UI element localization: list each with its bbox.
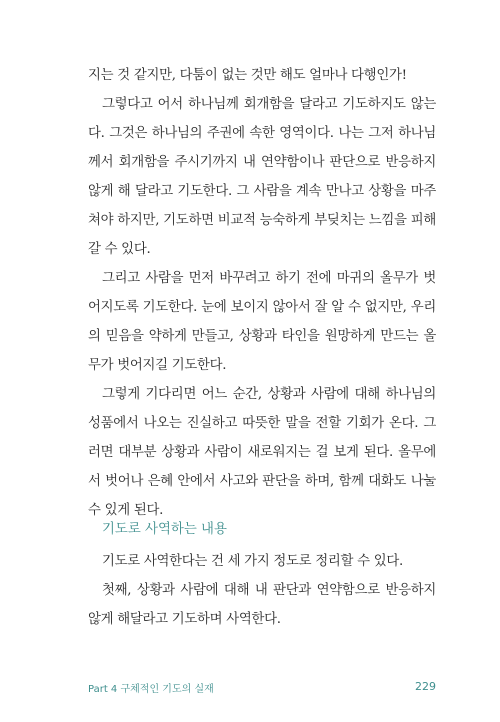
paragraph: 그리고 사람을 먼저 바꾸려고 하기 전에 마귀의 올무가 벗어지도록 기도한다. 눈에 보이지 않아서 잘 알 수 없지만, 우리의 믿음을 약하게 만들고, 상황과 타인을 원망하게 만드는 올무가 벗어지길 기도한다. xyxy=(88,271,436,373)
paragraph: 기도로 사역한다는 건 세 가지 정도로 정리할 수 있다. xyxy=(102,554,403,569)
running-footer-part-label: Part 4 구체적인 기도의 실재 xyxy=(88,684,214,695)
paragraph: 그렇게 기다리면 어느 순간, 상황과 사람에 대해 하나님의 성품에서 나오는 진실하고 따뜻한 말을 전할 기회가 온다. 그러면 대부분 상황과 사람이 새로워지는 걸 보게 된다. 올무에서 벗어나 은혜 안에서 사고와 판단을 하며, 함께 대화도 나눌 수 있게 된다. xyxy=(88,387,436,518)
section-prayer-ministry xyxy=(88,515,436,634)
paragraph-continuation: 지는 것 같지만, 다툼이 없는 것만 해도 얼마나 다행인가! xyxy=(88,68,407,83)
paragraph: 그렇다고 어서 하나님께 회개함을 달라고 기도하지도 않는다. 그것은 하나님의 주권에 속한 영역이다. 나는 그저 하나님께서 회개함을 주시기까지 내 연약함이나 판단으로 반응하지 않게 해 달라고 기도한다. 그 사람을 계속 만나고 상황을 마주쳐야 하지만, 기도하면 비교적 능숙하게 부딪치는 느낌을 피해갈 수 있다. xyxy=(88,97,436,257)
page-number: 229 xyxy=(415,680,436,693)
body-text xyxy=(88,61,436,525)
section-heading: 기도로 사역하는 내용 xyxy=(102,522,227,537)
page-footer xyxy=(88,680,436,696)
paragraph: 첫째, 상황과 사람에 대해 내 판단과 연약함으로 반응하지 않게 해달라고 기도하며 사역한다. xyxy=(88,583,436,627)
